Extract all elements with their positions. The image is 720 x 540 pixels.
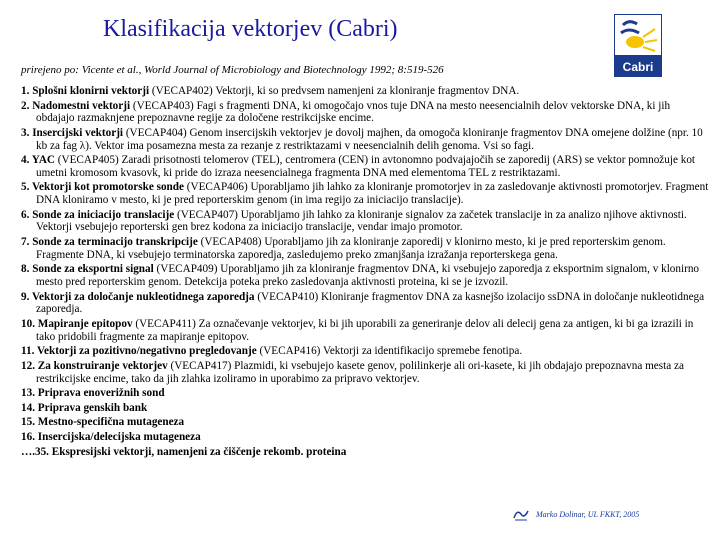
item-heading: [21, 85, 149, 97]
list-item: [21, 154, 711, 179]
item-title: Splošni klonirni vektorji: [32, 85, 150, 97]
item-description: (VECAP409) Uporabljamo jih za kloniranje fragmentov DNA, ki vsebujejo zaporedja z eksportnim signalom, v klonirno mesto pred reporterskim genom. Detekcija poteka preko zasledovanja aktivnosti proteina, ki se je izvozil.: [36, 263, 700, 289]
signature-text: Marko Dolinar, UL FKKT, 2005: [536, 509, 640, 519]
source-citation: prirejeno po: Vicente et al., World Journal of Microbiology and Biotechnology 1992; 8:519-526: [21, 64, 444, 76]
item-number: 8.: [21, 263, 30, 276]
item-heading: [21, 263, 154, 275]
list-item: [21, 209, 711, 234]
list-item: [21, 85, 711, 98]
item-heading: [21, 446, 346, 458]
item-title: Priprava enoverižnih sond: [37, 387, 165, 400]
list-item: [21, 291, 711, 316]
item-heading: [21, 345, 257, 357]
item-heading: [21, 431, 201, 443]
item-heading: [21, 402, 147, 414]
item-number: 3.: [21, 126, 30, 139]
item-title: YAC: [31, 154, 55, 167]
item-number: 6.: [21, 208, 30, 221]
page-title: Klasifikacija vektorjev (Cabri): [103, 16, 398, 42]
item-title: Za konstruiranje vektorjev: [37, 359, 168, 372]
list-item: [21, 181, 711, 206]
item-heading: [21, 236, 198, 248]
list-item: [21, 402, 711, 415]
item-number: 9.: [21, 290, 30, 303]
item-heading: [21, 291, 255, 303]
item-number: 2.: [21, 99, 30, 112]
item-title: Sonde za terminacijo transkripcije: [32, 236, 198, 249]
item-heading: [21, 100, 130, 112]
item-title: Nadomestni vektorji: [32, 99, 131, 112]
item-number: 13.: [21, 387, 35, 400]
list-item: [21, 387, 711, 400]
item-title: Vektorji kot promotorske sonde: [32, 181, 184, 194]
item-number: 10.: [21, 317, 35, 330]
item-description: (VECAP410) Kloniranje fragmentov DNA za kasnejšo izolacijo ssDNA in določanje nukleotidnega zaporedja.: [36, 290, 705, 316]
item-description: (VECAP416) Vektorji za identifikacijo spremebe fenotipa.: [256, 345, 523, 358]
list-item: [21, 360, 711, 385]
list-item: [21, 345, 711, 358]
item-number: 4.: [21, 154, 30, 167]
item-number: 15.: [21, 416, 35, 429]
item-title: Sonde za eksportni signal: [32, 263, 154, 276]
list-item: [21, 127, 711, 152]
list-item: [21, 318, 711, 343]
item-heading: [21, 154, 55, 166]
list-item: [21, 236, 711, 261]
item-heading: [21, 181, 184, 193]
item-number: 7.: [21, 236, 30, 249]
item-heading: [21, 360, 168, 372]
item-description: (VECAP405) Zaradi prisotnosti telomerov (TEL), centromera (CEN) in avtonomno podvajajočih se zaporedij (ARS) se vektor pomnožuje kot umetni kromosom kvasovk, ki pride do izraza neesencialnega fragmenta DNA med elementoma TEL z restriktazami.: [36, 154, 696, 179]
item-title: Vektorji za pozitivno/negativno pregledovanje: [36, 345, 257, 358]
item-heading: [21, 387, 165, 399]
list-item: [21, 431, 711, 444]
item-number: 12.: [21, 359, 35, 372]
logo-text: Cabri: [622, 60, 654, 74]
list-item: [21, 100, 711, 125]
signature-icon: [512, 508, 530, 522]
vector-classification-list: [21, 85, 711, 460]
item-number: 16.: [21, 430, 35, 443]
item-number: ….35.: [21, 445, 49, 458]
list-item: [21, 263, 711, 288]
item-description: (VECAP402) Vektorji, ki so predvsem namenjeni za kloniranje fragmentov DNA.: [149, 85, 520, 97]
item-title: Vektorji za določanje nukleotidnega zaporedja: [32, 290, 255, 303]
item-title: Priprava genskih bank: [37, 401, 148, 414]
item-title: Mapiranje epitopov: [37, 317, 133, 330]
item-heading: [21, 127, 123, 139]
item-description: (VECAP406) Uporabljamo jih lahko za kloniranje promotorjev in za zasledovanje aktivnosti promotorjev. Fragment DNA kloniramo v mesto, ki je pred reporterskim genom (in ima regijo za iniciacijo translacije).: [36, 181, 709, 207]
list-item: [21, 446, 711, 459]
item-number: 5.: [21, 181, 30, 194]
item-description: (VECAP404) Genom insercijskih vektorjev je dovolj majhen, da omogoča kloniranje fragmentov DNA omejene dolžine (npr. 10 kb za fag λ). Vektor ima posamezna mesta za rezanje z restriktazami v neesencialnih delih genoma. Vsi so fagi.: [36, 126, 703, 152]
item-heading: [21, 416, 184, 428]
item-description: (VECAP408) Uporabljamo jih za kloniranje zaporedij v klonirno mesto, ki je pred reporterskim genom. Fragmente DNA, ki vsebujejo terminatorska zaporedja, zasledujemo preko zmanjšanja izražanja reporterskega gena.: [36, 236, 666, 261]
item-description: (VECAP411) Za označevanje vektorjev, ki bi jih uporabili za generiranje delov ali delecij gena za antigen, ki bi ga izrazili in tako pridobili fragmente za mapiranje epitopov.: [36, 317, 694, 343]
item-description: (VECAP407) Uporabljamo jih lahko za kloniranje signalov za začetek translacije in za analizo njihove aktivnosti. Vektorji vsebujejo reporterski gen brez kodona za iniciacijo translacije, vendar imajo promotor.: [36, 208, 687, 234]
item-title: Ekspresijski vektorji, namenjeni za čiščenje rekomb. proteina: [51, 445, 347, 458]
item-heading: [21, 318, 133, 330]
item-number: 11.: [21, 345, 35, 358]
item-description: (VECAP417) Plazmidi, ki vsebujejo kasete genov, polilinkerje ali ori-kasete, ki jih obdajajo prepoznavna mesta za restrikcijske encime, tako da jih zlahka izoliramo in uporabimo za pripravo vektorjev.: [36, 359, 684, 385]
item-number: 14.: [21, 401, 35, 414]
footer-signature: [512, 508, 639, 522]
item-number: 1.: [21, 85, 30, 97]
item-title: Sonde za iniciacijo translacije: [32, 208, 175, 221]
item-title: Insercijski vektorji: [32, 126, 124, 139]
cabri-logo: [614, 14, 662, 77]
list-item: [21, 416, 711, 429]
item-heading: [21, 209, 174, 221]
item-title: Insercijska/delecijska mutageneza: [37, 430, 201, 443]
item-title: Mestno-specifična mutageneza: [37, 416, 185, 429]
item-description: (VECAP403) Fagi s fragmenti DNA, ki omogočajo vnos tuje DNA na mesto neesencialnih delov vektorske DNA, ki jih obdajajo razmaknjene prepoznavne regije za določene restrikcijske encime.: [36, 99, 671, 125]
